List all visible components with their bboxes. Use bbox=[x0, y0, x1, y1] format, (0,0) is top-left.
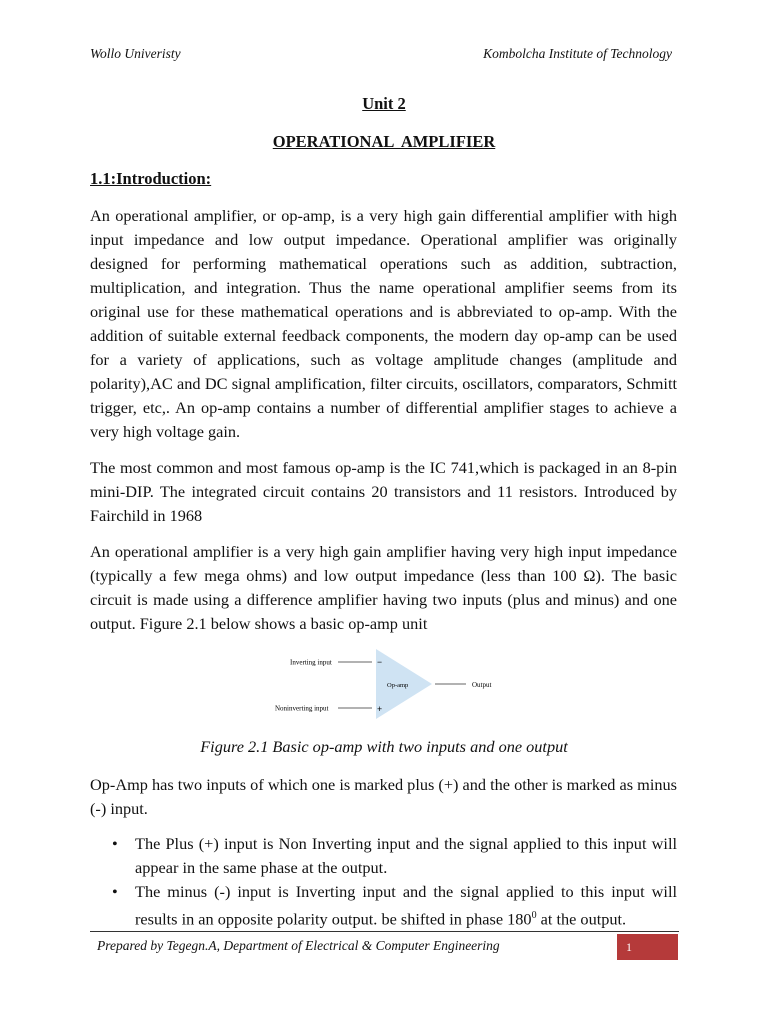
bullet-text: The minus (-) input is Inverting input and the signal applied to this input will results in an opposite polarity output. be shifted in phase 180 bbox=[135, 882, 677, 929]
footer-divider bbox=[90, 931, 679, 932]
paragraph-basic-circuit: An operational amplifier is a very high gain amplifier having very high input impedance (typically a few mega ohms) and low output impedance (less than 100 Ω). The basic circuit is made using a difference amplifier having two inputs (plus and minus) and one output. Figure 2.1 below shows a basic op-amp unit bbox=[90, 542, 677, 633]
opamp-figure bbox=[270, 645, 500, 725]
plus-sign: + bbox=[377, 704, 383, 714]
bullet-text-end: at the output. bbox=[536, 909, 627, 929]
figure-caption: Figure 2.1 Basic op-amp with two inputs and one output bbox=[200, 737, 568, 756]
header-institute: Kombolcha Institute of Technology bbox=[483, 46, 672, 61]
noninverting-input-label: Noninverting input bbox=[275, 704, 329, 713]
footer-text: Prepared by Tegegn.A, Department of Electrical & Computer Engineering bbox=[97, 938, 500, 953]
input-bullet-list bbox=[90, 832, 677, 931]
minus-sign: − bbox=[377, 657, 383, 667]
opamp-label: Op-amp bbox=[387, 682, 409, 689]
chapter-title: OPERATIONAL AMPLIFIER bbox=[272, 132, 496, 151]
page-number: 1 bbox=[626, 940, 632, 954]
bullet-marker: • bbox=[112, 882, 118, 901]
bullet-marker: • bbox=[112, 834, 118, 853]
header-university: Wollo Univeristy bbox=[90, 46, 181, 61]
page-number-badge bbox=[617, 934, 678, 960]
section-heading: 1.1:Introduction: bbox=[90, 169, 212, 188]
unit-title: Unit 2 bbox=[362, 94, 406, 113]
inverting-input-label: Inverting input bbox=[290, 658, 332, 667]
paragraph-inputs: Op-Amp has two inputs of which one is marked plus (+) and the other is marked as minus (-) input. bbox=[90, 775, 677, 818]
output-label: Output bbox=[472, 681, 492, 689]
bullet-text: The Plus (+) input is Non Inverting input and the signal applied to this input will appear in the same phase at the output. bbox=[135, 834, 677, 877]
paragraph-ic741: The most common and most famous op-amp is the IC 741,which is packaged in an 8-pin mini-DIP. The integrated circuit contains 20 transistors and 11 resistors. Introduced by Fairchild in 1968 bbox=[90, 458, 677, 525]
list-item bbox=[90, 832, 677, 880]
degree-superscript: 0 bbox=[531, 910, 537, 921]
list-item bbox=[90, 880, 677, 931]
paragraph-intro: An operational amplifier, or op-amp, is a very high gain differential amplifier with high input impedance and low output impedance. Operational amplifier was originally designed for performing mathematical operations such as addition, subtraction, multiplication, and integration. Thus the name operational amplifier seems from its original use for these mathematical operations and is abbreviated to op-amp. With the addition of suitable external feedback components, the modern day op-amp can be used for a variety of applications, such as voltage amplitude changes (amplitude and polarity),AC and DC signal amplification, filter circuits, oscillators, comparators, Schmitt trigger, etc,. An op-amp contains a number of differential amplifier stages to achieve a very high voltage gain. bbox=[90, 206, 677, 441]
